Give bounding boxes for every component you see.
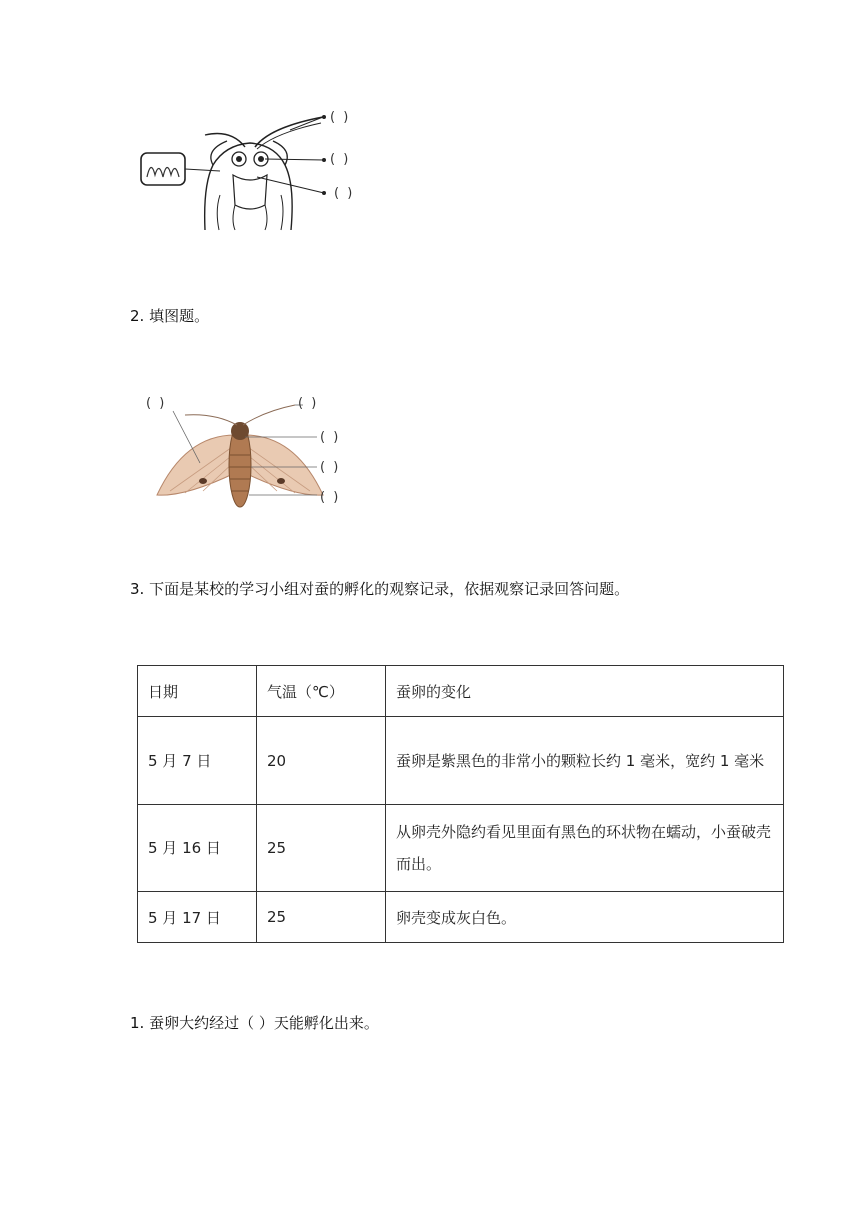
blank-abdomen[interactable]: ( ) xyxy=(320,490,341,505)
cell-date: 5 月 16 日 xyxy=(138,805,257,892)
cell-temp: 20 xyxy=(257,717,386,805)
table-row xyxy=(138,717,784,805)
blank-antenna[interactable]: ( ) xyxy=(330,110,351,125)
cell-change: 蚕卵是紫黑色的非常小的颗粒长约 1 毫米，宽约 1 毫米 xyxy=(386,717,784,805)
question-2-title: 2. 填图题。 xyxy=(130,307,210,325)
blank-thorax[interactable]: ( ) xyxy=(320,460,341,475)
table-row xyxy=(138,892,784,943)
cell-temp: 25 xyxy=(257,892,386,943)
blank-head[interactable]: ( ) xyxy=(320,430,341,445)
cell-date: 5 月 7 日 xyxy=(138,717,257,805)
subquestion-1: 1. 蚕卵大约经过（ ）天能孵化出来。 xyxy=(130,1014,379,1032)
cell-change: 从卵壳外隐约看见里面有黑色的环状物在蠕动，小蚕破壳而出。 xyxy=(386,805,784,892)
blank-eye[interactable]: ( ) xyxy=(330,152,351,167)
cell-date: 5 月 17 日 xyxy=(138,892,257,943)
header-temperature: 气温（℃） xyxy=(257,666,386,717)
blank-wing[interactable]: ( ) xyxy=(146,396,167,411)
cell-change: 卵壳变成灰白色。 xyxy=(386,892,784,943)
blank-mouthpart[interactable]: ( ) xyxy=(334,186,355,201)
table-header-row xyxy=(138,666,784,717)
blank-antenna-2[interactable]: ( ) xyxy=(298,396,319,411)
header-date: 日期 xyxy=(138,666,257,717)
observation-table xyxy=(137,665,784,943)
header-egg-change: 蚕卵的变化 xyxy=(386,666,784,717)
moth-head-diagram xyxy=(135,105,395,235)
cell-temp: 25 xyxy=(257,805,386,892)
table-row xyxy=(138,805,784,892)
question-3-title: 3. 下面是某校的学习小组对蚕的孵化的观察记录，依据观察记录回答问题。 xyxy=(130,580,630,598)
